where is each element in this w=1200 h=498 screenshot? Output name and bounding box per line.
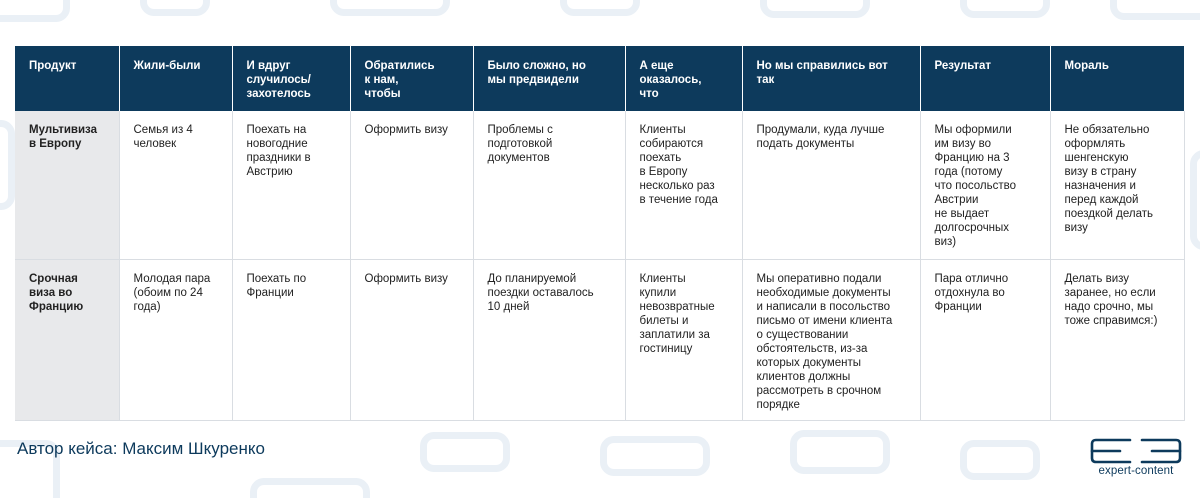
cell-text-line: к нам, <box>364 74 399 86</box>
expert-content-logo <box>1090 438 1182 482</box>
cell-text-line: Францию <box>29 300 84 313</box>
cell-text-line: Австрии <box>934 194 979 206</box>
cell-text-line: купили <box>639 286 677 299</box>
cell-difficulty <box>473 111 625 259</box>
cell-once-upon <box>119 111 232 259</box>
cell-text-line: в Европу <box>639 166 688 178</box>
cell-text-line: что <box>639 88 659 100</box>
cell-text-line: так <box>756 74 775 86</box>
cell-text-line: в Европу <box>29 138 82 150</box>
cell-text-line: Франции <box>246 286 294 299</box>
cell-text-line: в течение года <box>639 194 718 206</box>
cell-text-line: Мы оперативно подали <box>756 272 882 285</box>
cell-product <box>15 259 119 420</box>
cell-text-line: не выдает <box>934 208 990 220</box>
cell-text-line: Не обязательно <box>1064 124 1150 136</box>
cell-text-line: визу в страну <box>1064 166 1137 178</box>
cell-text-line: Продукт <box>29 60 77 72</box>
cell-once-upon <box>119 259 232 420</box>
cell-how-we-managed <box>742 111 920 259</box>
cell-text-line: поездкой делать <box>1064 208 1154 220</box>
cell-text-line: несколько раз <box>639 180 715 192</box>
cell-text-line: Оформить визу <box>364 124 448 136</box>
cell-text-line: письмо от имени клиента <box>756 314 893 327</box>
cell-text-line: надо срочно, мы <box>1064 300 1154 313</box>
cell-text-line: мы предвидели <box>487 74 579 86</box>
cell-text-line: 10 дней <box>487 300 530 313</box>
header-difficulty <box>473 46 625 111</box>
cell-moral <box>1050 111 1184 259</box>
cell-text-line: документов <box>487 152 550 164</box>
cell-text-line: Мораль <box>1064 60 1109 72</box>
case-table <box>15 46 1185 421</box>
header-suddenly <box>232 46 350 111</box>
header-moral <box>1050 46 1184 111</box>
header-also-turned-out <box>625 46 742 111</box>
cell-text-line: Семья из 4 <box>133 124 193 136</box>
cell-text-line: Франции <box>934 300 982 313</box>
header-product <box>15 46 119 111</box>
cell-text-line: Пара отлично <box>934 272 1009 285</box>
cell-text-line: года) <box>133 300 161 313</box>
cell-text-line: Срочная <box>29 272 78 285</box>
cell-text-line: что посольство <box>934 180 1016 192</box>
cell-text-line: поехать <box>639 152 682 164</box>
expert-content-logo-icon <box>1090 438 1182 464</box>
cell-text-line: Молодая пара <box>133 272 211 285</box>
cell-text-line: билеты и <box>639 314 689 327</box>
cell-text-line: захотелось <box>246 88 311 100</box>
cell-text-line: обстоятельств, из-за <box>756 342 868 355</box>
cell-text-line: виз) <box>934 236 957 248</box>
cell-text-line: Клиенты <box>639 272 686 285</box>
cell-text-line: заплатили за <box>639 328 710 341</box>
cell-text-line: собираются <box>639 138 704 150</box>
header-how-we-managed <box>742 46 920 111</box>
cell-text-line: порядке <box>756 398 800 411</box>
cell-text-line: Результат <box>934 60 991 72</box>
cell-text-line: случилось/ <box>246 74 311 86</box>
cell-text-line: и написали в посольство <box>756 300 891 313</box>
cell-text-line: рассмотреть в срочном <box>756 384 882 397</box>
cell-text-line: новогодние <box>246 138 308 150</box>
cell-text-line: перед каждой <box>1064 194 1139 206</box>
cell-contacted-us <box>350 259 473 420</box>
cell-text-line: Австрию <box>246 166 293 178</box>
cell-text-line: оказалось, <box>639 74 702 86</box>
logo-text: expert-content <box>1098 465 1174 477</box>
cell-text-line: года (потому <box>934 166 1003 178</box>
cell-text-line: Поехать по <box>246 272 307 285</box>
cell-text-line: которых документы <box>756 356 862 369</box>
header-result <box>920 46 1050 111</box>
cell-text-line: Клиенты <box>639 124 686 136</box>
cell-text-line: необходимые документы <box>756 286 891 299</box>
cell-text-line: Жили-были <box>133 60 201 72</box>
header-contacted-us <box>350 46 473 111</box>
cell-text-line: визу <box>1064 222 1088 234</box>
cell-text-line: о существовании <box>756 328 849 341</box>
cell-text-line: отдохнула во <box>934 286 1005 299</box>
cell-text-line: А еще <box>639 60 674 72</box>
cell-text-line: Но мы справились вот <box>756 60 888 72</box>
cell-also-turned-out <box>625 111 742 259</box>
cell-text-line: заранее, но если <box>1064 286 1156 299</box>
cell-suddenly <box>232 111 350 259</box>
cell-suddenly <box>232 259 350 420</box>
cell-text-line: Мультивиза <box>29 124 97 136</box>
cell-text-line: Мы оформили <box>934 124 1012 136</box>
cell-text-line: назначения и <box>1064 180 1136 192</box>
cell-also-turned-out <box>625 259 742 420</box>
cell-text-line: чтобы <box>364 88 401 100</box>
cell-result <box>920 259 1050 420</box>
cell-text-line: виза во <box>29 286 73 299</box>
cell-text-line: Продумали, куда лучше <box>756 124 885 136</box>
cell-difficulty <box>473 259 625 420</box>
cell-text-line: подготовкой <box>487 138 553 150</box>
cell-moral <box>1050 259 1184 420</box>
cell-text-line: Францию на 3 <box>934 152 1010 164</box>
cell-text-line: поездки оставалось <box>487 286 594 299</box>
cell-product <box>15 111 119 259</box>
cell-text-line: праздники в <box>246 152 311 164</box>
cell-how-we-managed <box>742 259 920 420</box>
header-once-upon <box>119 46 232 111</box>
table-header-row <box>15 46 1184 111</box>
cell-text-line: Обратились <box>364 60 435 72</box>
cell-text-line: тоже справимся:) <box>1064 314 1158 327</box>
cell-text-line: И вдруг <box>246 60 291 72</box>
cell-text-line: подать документы <box>756 138 855 150</box>
cell-contacted-us <box>350 111 473 259</box>
cell-text-line: человек <box>133 138 177 150</box>
cell-text-line: Оформить визу <box>364 272 448 285</box>
cell-result <box>920 111 1050 259</box>
cell-text-line: долгосрочных <box>934 222 1010 234</box>
case-author: Автор кейса: Максим Шкуренко <box>17 439 265 458</box>
cell-text-line: гостиницу <box>639 342 693 355</box>
cell-text-line: До планируемой <box>487 272 577 285</box>
cell-text-line: шенгенскую <box>1064 152 1129 164</box>
cell-text-line: оформлять <box>1064 138 1126 150</box>
cell-text-line: (обоим по 24 <box>133 286 203 299</box>
cell-text-line: им визу во <box>934 138 992 150</box>
cell-text-line: клиентов должны <box>756 370 851 383</box>
cell-text-line: Проблемы с <box>487 124 553 136</box>
table-row <box>15 111 1184 259</box>
cell-text-line: Поехать на <box>246 124 307 136</box>
cell-text-line: невозвратные <box>639 300 715 313</box>
cell-text-line: Делать визу <box>1064 272 1130 285</box>
cell-text-line: Было сложно, но <box>487 60 586 72</box>
table-row <box>15 259 1184 420</box>
